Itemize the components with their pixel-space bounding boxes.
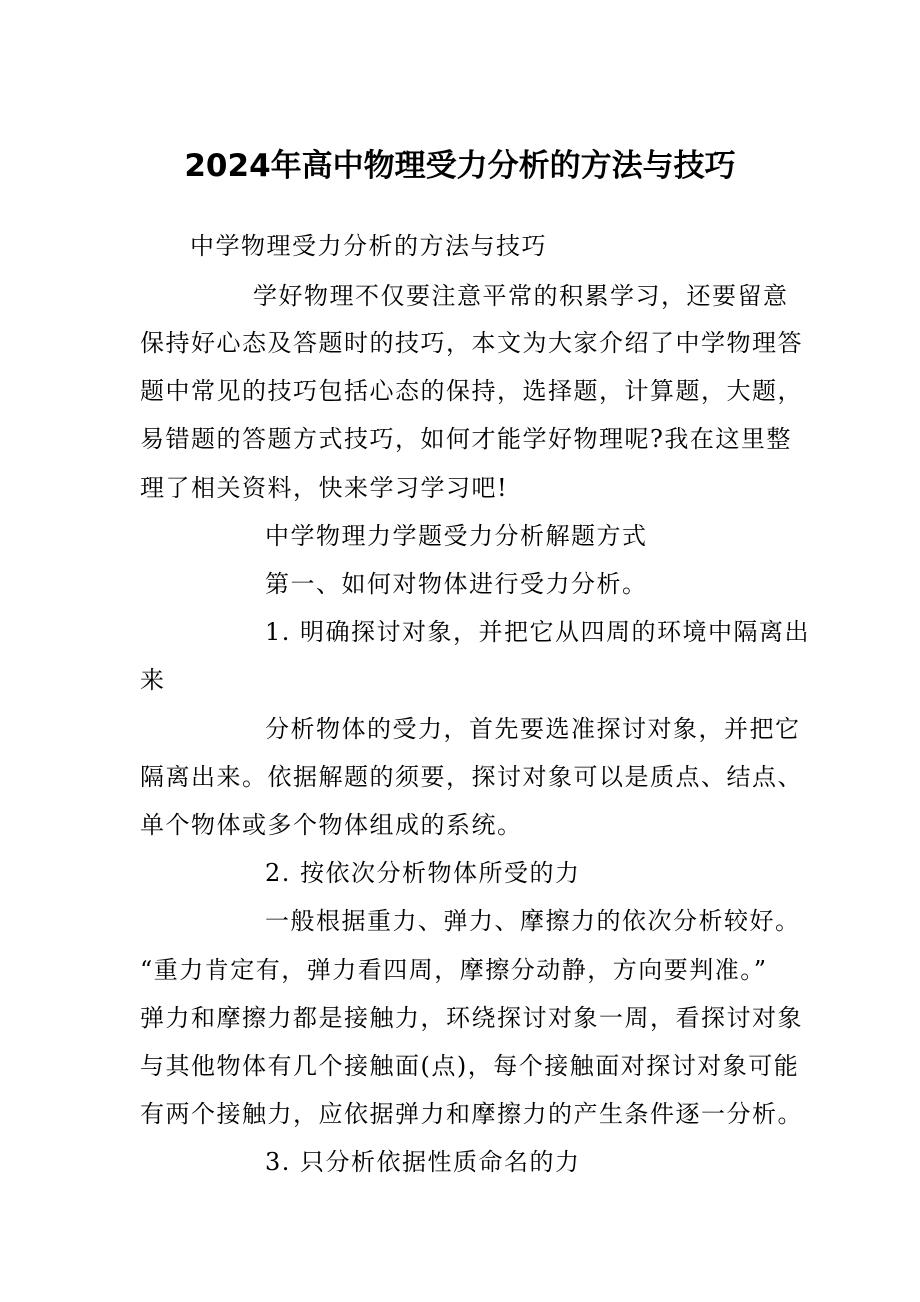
list-item-heading: 1. 明确探讨对象，并把它从四周的环境中隔离出 (265, 618, 811, 646)
paragraph-line: “重力肯定有，弹力看四周，摩擦分动静，方向要判准。” (140, 956, 768, 984)
section-heading: 第一、如何对物体进行受力分析。 (265, 570, 648, 598)
paragraph-line: 题中常见的技巧包括心态的保持，选择题，计算题，大题， (140, 377, 803, 405)
paragraph-line: 学好物理不仅要注意平常的积累学习，还要留意 (253, 282, 789, 310)
section-heading: 中学物理力学题受力分析解题方式 (265, 522, 648, 550)
subtitle-line: 中学物理受力分析的方法与技巧 (190, 232, 547, 260)
paragraph-line: 与其他物体有几个接触面(点)，每个接触面对探讨对象可能 (140, 1052, 800, 1080)
paragraph-line: 一般根据重力、弹力、摩擦力的依次分析较好。 (265, 907, 801, 935)
paragraph-line: 有两个接触力，应依据弹力和摩擦力的产生条件逐一分析。 (140, 1100, 803, 1128)
paragraph-line: 保持好心态及答题时的技巧，本文为大家介绍了中学物理答 (140, 329, 803, 357)
paragraph-line: 单个物体或多个物体组成的系统。 (140, 811, 523, 839)
document-title: 2024年高中物理受力分析的方法与技巧 (184, 148, 736, 184)
paragraph-line: 分析物体的受力，首先要选准探讨对象，并把它 (265, 715, 801, 743)
list-item-heading: 3. 只分析依据性质命名的力 (265, 1148, 581, 1176)
paragraph-line: 理了相关资料，快来学习学习吧! (140, 474, 509, 502)
paragraph-line: 易错题的答题方式技巧，如何才能学好物理呢?我在这里整 (140, 425, 792, 453)
paragraph-line: 隔离出来。依据解题的须要，探讨对象可以是质点、结点、 (140, 763, 803, 791)
list-item-heading: 2. 按依次分析物体所受的力 (265, 859, 581, 887)
list-item-heading: 来 (140, 666, 166, 694)
paragraph-line: 弹力和摩擦力都是接触力，环绕探讨对象一周，看探讨对象 (140, 1004, 803, 1032)
